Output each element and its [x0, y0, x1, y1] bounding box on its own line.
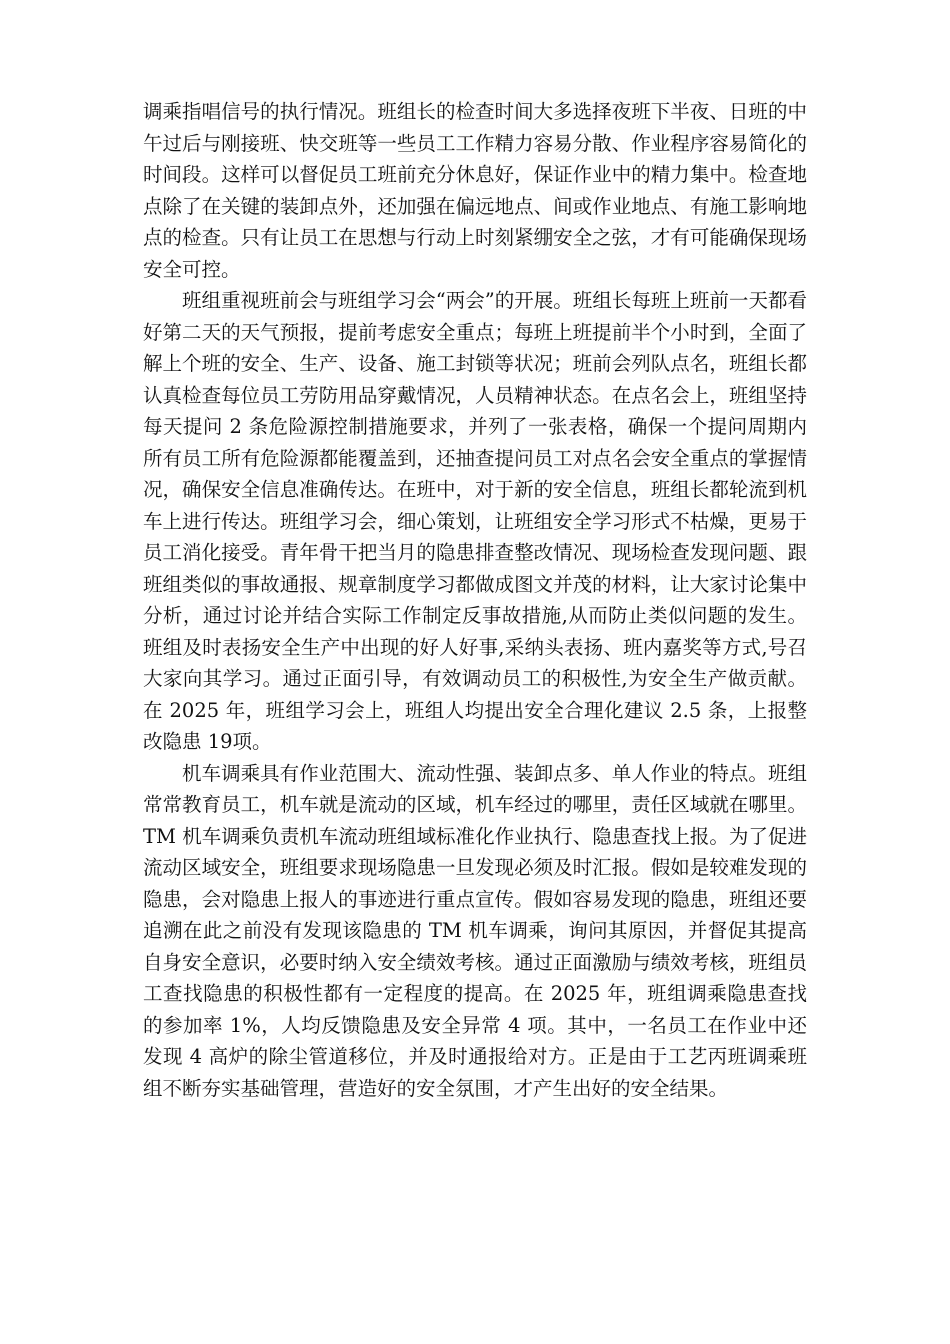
document-body — [143, 96, 807, 1104]
paragraph-inspection-schedule: 调乘指唱信号的执行情况。班组长的检查时间大多选择夜班下半夜、日班的中午过后与刚接班、快交班等一些员工工作精力容易分散、作业程序容易简化的时间段。这样可以督促员工班前充分休息好，保证作业中的精力集中。检查地点除了在关键的装卸点外，还加强在偏远地点、间或作业地点、有施工影响地点的检查。只有让员工在思想与行动上时刻紧绷安全之弦，才有可能确保现场安全可控。 — [143, 100, 807, 281]
paragraph-two-meetings: 班组重视班前会与班组学习会“两会”的开展。班组长每班上班前一天都看好第二天的天气预报，提前考虑安全重点；每班上班提前半个小时到，全面了解上个班的安全、生产、设备、施工封锁等状况；班前会列队点名，班组长都认真检查每位员工劳防用品穿戴情况，人员精神状态。在点名会上，班组坚持每天提问 2 条危险源控制措施要求，并列了一张表格，确保一个提问周期内所有员工所有危险源都能覆盖到，还抽查提问员工对点名会安全重点的掌握情况，确保安全信息准确传达。在班中，对于新的安全信息，班组长都轮流到机车上进行传达。班组学习会，细心策划，让班组安全学习形式不枯燥，更易于员工消化接受。青年骨干把当月的隐患排查整改情况、现场检查发现问题、跟班组类似的事故通报、规章制度学习都做成图文并茂的材料，让大家讨论集中分析，通过讨论并结合实际工作制定反事故措施,从而防止类似问题的发生。班组及时表扬安全生产中出现的好人好事,采纳头表扬、班内嘉奖等方式,号召大家向其学习。通过正面引导，有效调动员工的积极性,为安全生产做贡献。在 2025 年，班组学习会上，班组人均提出安全合理化建议 2.5 条，上报整改隐患 19项。 — [143, 289, 807, 753]
paragraph-mobile-area-safety: 机车调乘具有作业范围大、流动性强、装卸点多、单人作业的特点。班组常常教育员工，机车就是流动的区域，机车经过的哪里，责任区域就在哪里。TM 机车调乘负责机车流动班组域标准化作业执行、隐患查找上报。为了促进流动区域安全，班组要求现场隐患一旦发现必须及时汇报。假如是较难发现的隐患，会对隐患上报人的事迹进行重点宣传。假如容易发现的隐患，班组还要追溯在此之前没有发现该隐患的 TM 机车调乘，询问其原因，并督促其提高自身安全意识，必要时纳入安全绩效考核。通过正面激励与绩效考核，班组员工查找隐患的积极性都有一定程度的提高。在 2025 年，班组调乘隐患查找的参加率 1%，人均反馈隐患及安全异常 4 项。其中，一名员工在作业中还发现 4 高炉的除尘管道移位，并及时通报给对方。正是由于工艺丙班调乘班组不断夯实基础管理，营造好的安全氛围，才产生出好的安全结果。 — [143, 761, 807, 1100]
